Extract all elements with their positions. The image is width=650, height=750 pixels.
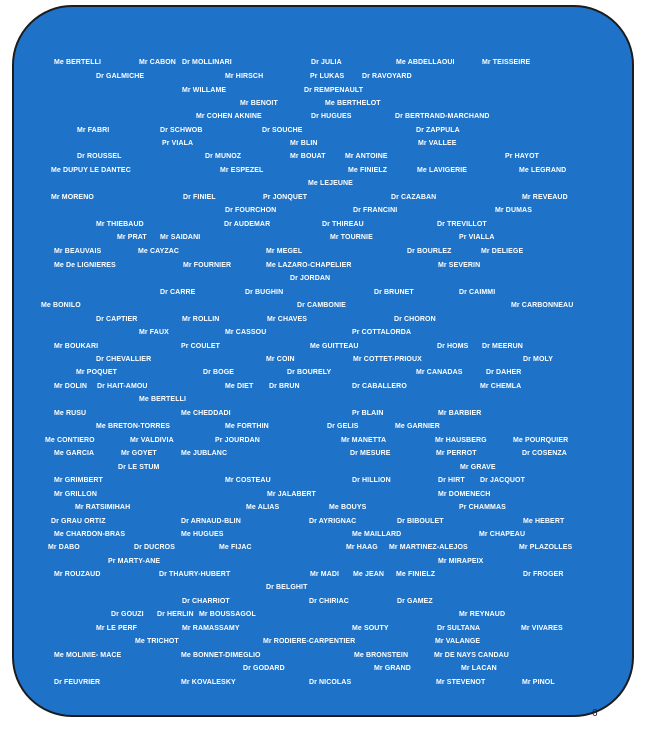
- name-label: Me GARNIER: [395, 423, 440, 430]
- name-label: Mr BENOIT: [240, 100, 278, 107]
- name-label: Dr MUNOZ: [205, 153, 242, 160]
- name-label: Me HEBERT: [523, 518, 565, 525]
- name-label: Me RUSU: [54, 410, 87, 417]
- name-board-panel: [12, 5, 634, 717]
- name-label: Pr COULET: [181, 343, 221, 350]
- name-label: Me LAVIGERIE: [417, 167, 468, 174]
- name-label: Mr ROLLIN: [182, 316, 220, 323]
- name-label: Me LEJEUNE: [308, 180, 353, 187]
- name-label: Dr MEERUN: [482, 343, 523, 350]
- name-label: Dr COSENZA: [522, 450, 567, 457]
- name-label: Dr CHORON: [394, 316, 436, 323]
- name-label: Mr COSTEAU: [225, 477, 271, 484]
- name-label: Dr GOUZI: [111, 611, 144, 618]
- name-label: Dr TREVILLOT: [437, 221, 487, 228]
- name-label: Mr FOURNIER: [183, 262, 232, 269]
- name-label: Mr MANETTA: [341, 437, 387, 444]
- name-label: Mr MEGEL: [266, 248, 303, 255]
- name-label: Mr REVEAUD: [522, 194, 568, 201]
- name-label: Dr JULIA: [311, 59, 342, 66]
- name-label: Pr HAYOT: [505, 153, 539, 160]
- name-label: Dr HAIT-AMOU: [97, 383, 148, 390]
- name-label: Dr BRUN: [269, 383, 300, 390]
- name-label: Mr ROUZAUD: [54, 571, 101, 578]
- name-label: Mr CARBONNEAU: [511, 302, 574, 309]
- name-label: Dr FOURCHON: [225, 207, 277, 214]
- name-label: Me ABDELLAOUI: [396, 59, 455, 66]
- name-label: Dr MESURE: [350, 450, 391, 457]
- name-label: Dr THIREAU: [322, 221, 364, 228]
- name-label: Me MOLINIE- MACE: [54, 652, 122, 659]
- name-label: Mr CHEMLA: [480, 383, 522, 390]
- name-label: Dr THAURY-HUBERT: [159, 571, 231, 578]
- name-label: Me FINIELZ: [348, 167, 388, 174]
- name-label: Mr HAAG: [346, 544, 378, 551]
- name-label: Mr VALANGE: [435, 638, 481, 645]
- name-label: Mr DOLIN: [54, 383, 88, 390]
- name-label: Mr BEAUVAIS: [54, 248, 102, 255]
- name-label: Mr RAMASSAMY: [182, 625, 240, 632]
- page-number: 6: [592, 708, 598, 719]
- name-label: Mr PERROT: [436, 450, 477, 457]
- name-label: Dr HUGUES: [311, 113, 352, 120]
- name-label: Dr BELGHIT: [266, 584, 308, 591]
- name-label: Me FORTHIN: [225, 423, 269, 430]
- name-label: Mr VIVARES: [521, 625, 563, 632]
- name-label: Dr HIRT: [438, 477, 465, 484]
- name-label: Me FINIELZ: [396, 571, 436, 578]
- name-label: Mr FAUX: [139, 329, 169, 336]
- name-label: Me CHEDDADI: [181, 410, 231, 417]
- name-label: Mr COIN: [266, 356, 295, 363]
- name-label: Me BERTELLI: [54, 59, 101, 66]
- name-label: Mr POQUET: [76, 369, 117, 376]
- name-label: Dr GALMICHE: [96, 73, 145, 80]
- name-label: Me CAYZAC: [138, 248, 180, 255]
- name-label: Mr RODIERE-CARPENTIER: [263, 638, 356, 645]
- name-label: Dr SULTANA: [437, 625, 481, 632]
- name-label: Pr COTTALORDA: [352, 329, 412, 336]
- name-label: Pr JONQUET: [263, 194, 308, 201]
- name-label: Mr LACAN: [461, 665, 497, 672]
- name-label: Mr BARBIER: [438, 410, 482, 417]
- name-label: Dr MOLLINARI: [182, 59, 232, 66]
- name-label: Me LEGRAND: [519, 167, 567, 174]
- name-label: Dr AYRIGNAC: [309, 518, 357, 525]
- name-label: Dr SOUCHE: [262, 127, 303, 134]
- name-label: Mr FABRI: [77, 127, 110, 134]
- name-label: Dr GODARD: [243, 665, 285, 672]
- name-label: Dr BOURLEZ: [407, 248, 452, 255]
- name-label: Dr HERLIN: [157, 611, 194, 618]
- name-label: Mr ESPEZEL: [220, 167, 264, 174]
- name-label: Mr PLAZOLLES: [519, 544, 573, 551]
- name-label: Mr TOURNIE: [330, 234, 373, 241]
- name-label: Me HUGUES: [181, 531, 224, 538]
- name-label: Dr FROGER: [523, 571, 564, 578]
- name-label: Mr HIRSCH: [225, 73, 264, 80]
- name-label: Pr BLAIN: [352, 410, 384, 417]
- name-label: Dr BOGE: [203, 369, 235, 376]
- name-label: Dr BUGHIN: [245, 289, 284, 296]
- name-label: Mr ANTOINE: [345, 153, 388, 160]
- name-label: Dr BERTRAND-MARCHAND: [395, 113, 490, 120]
- name-label: Mr CANADAS: [416, 369, 463, 376]
- name-label: Dr FEUVRIER: [54, 679, 101, 686]
- name-label: Mr BOUSSAGOL: [199, 611, 256, 618]
- name-label: Dr BRUNET: [374, 289, 414, 296]
- name-label: Mr DELIEGE: [481, 248, 524, 255]
- name-label: Mr GRAND: [374, 665, 411, 672]
- name-label: Mr PINOL: [522, 679, 555, 686]
- name-label: Dr NICOLAS: [309, 679, 352, 686]
- name-label: Dr CAPTIER: [96, 316, 138, 323]
- name-label: Mr BLIN: [290, 140, 318, 147]
- name-label: Dr DUCROS: [134, 544, 175, 551]
- name-label: Mr MORENO: [51, 194, 94, 201]
- name-label: Dr DAHER: [486, 369, 522, 376]
- name-label: Dr CHIRIAC: [309, 598, 349, 605]
- name-label: Me JUBLANC: [181, 450, 228, 457]
- name-label: Me CONTIERO: [45, 437, 95, 444]
- name-label: Me BERTHELOT: [325, 100, 381, 107]
- name-label: Mr WILLAME: [182, 87, 227, 94]
- name-label: Pr CHAMMAS: [459, 504, 506, 511]
- name-label: Mr GRAVE: [460, 464, 496, 471]
- name-label: Mr PRAT: [117, 234, 147, 241]
- name-label: Mr VALLEE: [418, 140, 457, 147]
- name-label: Me DUPUY LE DANTEC: [51, 167, 131, 174]
- name-label: Dr LE STUM: [118, 464, 160, 471]
- name-label: Mr DABO: [48, 544, 80, 551]
- name-label: Me BONILO: [41, 302, 81, 309]
- name-label: Me LAZARO-CHAPELIER: [266, 262, 352, 269]
- name-label: Dr CHEVALLIER: [96, 356, 152, 363]
- name-label: Dr REMPENAULT: [304, 87, 364, 94]
- name-label: Mr MARTINEZ-ALEJOS: [389, 544, 468, 551]
- name-label: Dr ROUSSEL: [77, 153, 122, 160]
- name-label: Me ALIAS: [246, 504, 280, 511]
- name-label: Me JEAN: [353, 571, 385, 578]
- name-label: Dr JORDAN: [290, 275, 331, 282]
- name-label: Mr GOYET: [121, 450, 157, 457]
- name-label: Mr TEISSEIRE: [482, 59, 531, 66]
- name-label: Me De LIGNIERES: [54, 262, 116, 269]
- name-label: Mr SEVERIN: [438, 262, 481, 269]
- name-label: Mr COTTET-PRIOUX: [353, 356, 422, 363]
- name-label: Dr GELIS: [327, 423, 359, 430]
- name-label: Me POURQUIER: [513, 437, 569, 444]
- name-label: Me SOUTY: [352, 625, 389, 632]
- name-label: Mr GRILLON: [54, 491, 97, 498]
- name-label: Dr CHARRIOT: [182, 598, 230, 605]
- name-label: Mr CASSOU: [225, 329, 267, 336]
- name-label: Dr FRANCINI: [353, 207, 398, 214]
- name-label: Dr FINIEL: [183, 194, 216, 201]
- name-label: Dr BOURELY: [287, 369, 332, 376]
- name-label: Mr KOVALESKY: [181, 679, 236, 686]
- name-label: Mr BOUAT: [290, 153, 326, 160]
- name-label: Mr THIEBAUD: [96, 221, 144, 228]
- name-label: Mr CHAVES: [267, 316, 308, 323]
- name-label: Dr CARRE: [160, 289, 196, 296]
- name-label: Mr VALDIVIA: [130, 437, 174, 444]
- name-label: Me MAILLARD: [352, 531, 402, 538]
- name-label: Pr VIALA: [162, 140, 194, 147]
- name-label: Mr DUMAS: [495, 207, 532, 214]
- name-label: Me DIET: [225, 383, 254, 390]
- name-label: Dr CAZABAN: [391, 194, 437, 201]
- name-label: Dr ARNAUD-BLIN: [181, 518, 241, 525]
- name-label: Dr CABALLERO: [352, 383, 407, 390]
- name-label: Me FIJAC: [219, 544, 252, 551]
- name-label: Dr RAVOYARD: [362, 73, 412, 80]
- name-label: Mr LE PERF: [96, 625, 138, 632]
- name-label: Mr SAIDANI: [160, 234, 201, 241]
- name-label: Mr REYNAUD: [459, 611, 506, 618]
- name-label: Dr HILLION: [352, 477, 391, 484]
- name-label: Dr HOMS: [437, 343, 469, 350]
- name-label: Pr LUKAS: [310, 73, 345, 80]
- name-label: Me GARCIA: [54, 450, 95, 457]
- name-label: Me BONNET-DIMEGLIO: [181, 652, 261, 659]
- name-label: Mr GRIMBERT: [54, 477, 103, 484]
- name-label: Dr GRAU ORTIZ: [51, 518, 106, 525]
- name-label: Me BOUYS: [329, 504, 367, 511]
- name-label: Pr JOURDAN: [215, 437, 260, 444]
- name-label: Dr JACQUOT: [480, 477, 525, 484]
- name-label: Mr COHEN AKNINE: [196, 113, 262, 120]
- name-label: Dr BIBOULET: [397, 518, 444, 525]
- name-label: Dr AUDEMAR: [224, 221, 271, 228]
- name-label: Mr MADI: [310, 571, 340, 578]
- name-label: Mr RATSIMIHAH: [75, 504, 131, 511]
- name-label: Mr JALABERT: [267, 491, 316, 498]
- name-label: Me GUITTEAU: [310, 343, 359, 350]
- name-label: Pr MARTY-ANE: [108, 558, 161, 565]
- name-label: Me CHARDON-BRAS: [54, 531, 126, 538]
- name-label: Dr GAMEZ: [397, 598, 433, 605]
- name-label: Dr CAMBONIE: [297, 302, 346, 309]
- name-label: Me BERTELLI: [139, 396, 186, 403]
- name-label: Mr BOUKARI: [54, 343, 99, 350]
- name-label: Dr MOLY: [523, 356, 554, 363]
- name-label: Pr VIALLA: [459, 234, 495, 241]
- name-label: Dr CAIMMI: [459, 289, 496, 296]
- name-label: Mr MIRAPEIX: [438, 558, 484, 565]
- name-label: Mr CHAPEAU: [479, 531, 526, 538]
- name-label: Mr DOMENECH: [438, 491, 491, 498]
- name-label: Dr SCHWOB: [160, 127, 203, 134]
- name-label: Mr CABON: [139, 59, 176, 66]
- name-label: Dr ZAPPULA: [416, 127, 460, 134]
- name-label: Me BRONSTEIN: [354, 652, 409, 659]
- name-label: Mr DE NAYS CANDAU: [434, 652, 509, 659]
- name-label: Me BRETON-TORRES: [96, 423, 171, 430]
- name-label: Mr STEVENOT: [436, 679, 486, 686]
- name-label: Mr HAUSBERG: [435, 437, 487, 444]
- name-label: Me TRICHOT: [135, 638, 179, 645]
